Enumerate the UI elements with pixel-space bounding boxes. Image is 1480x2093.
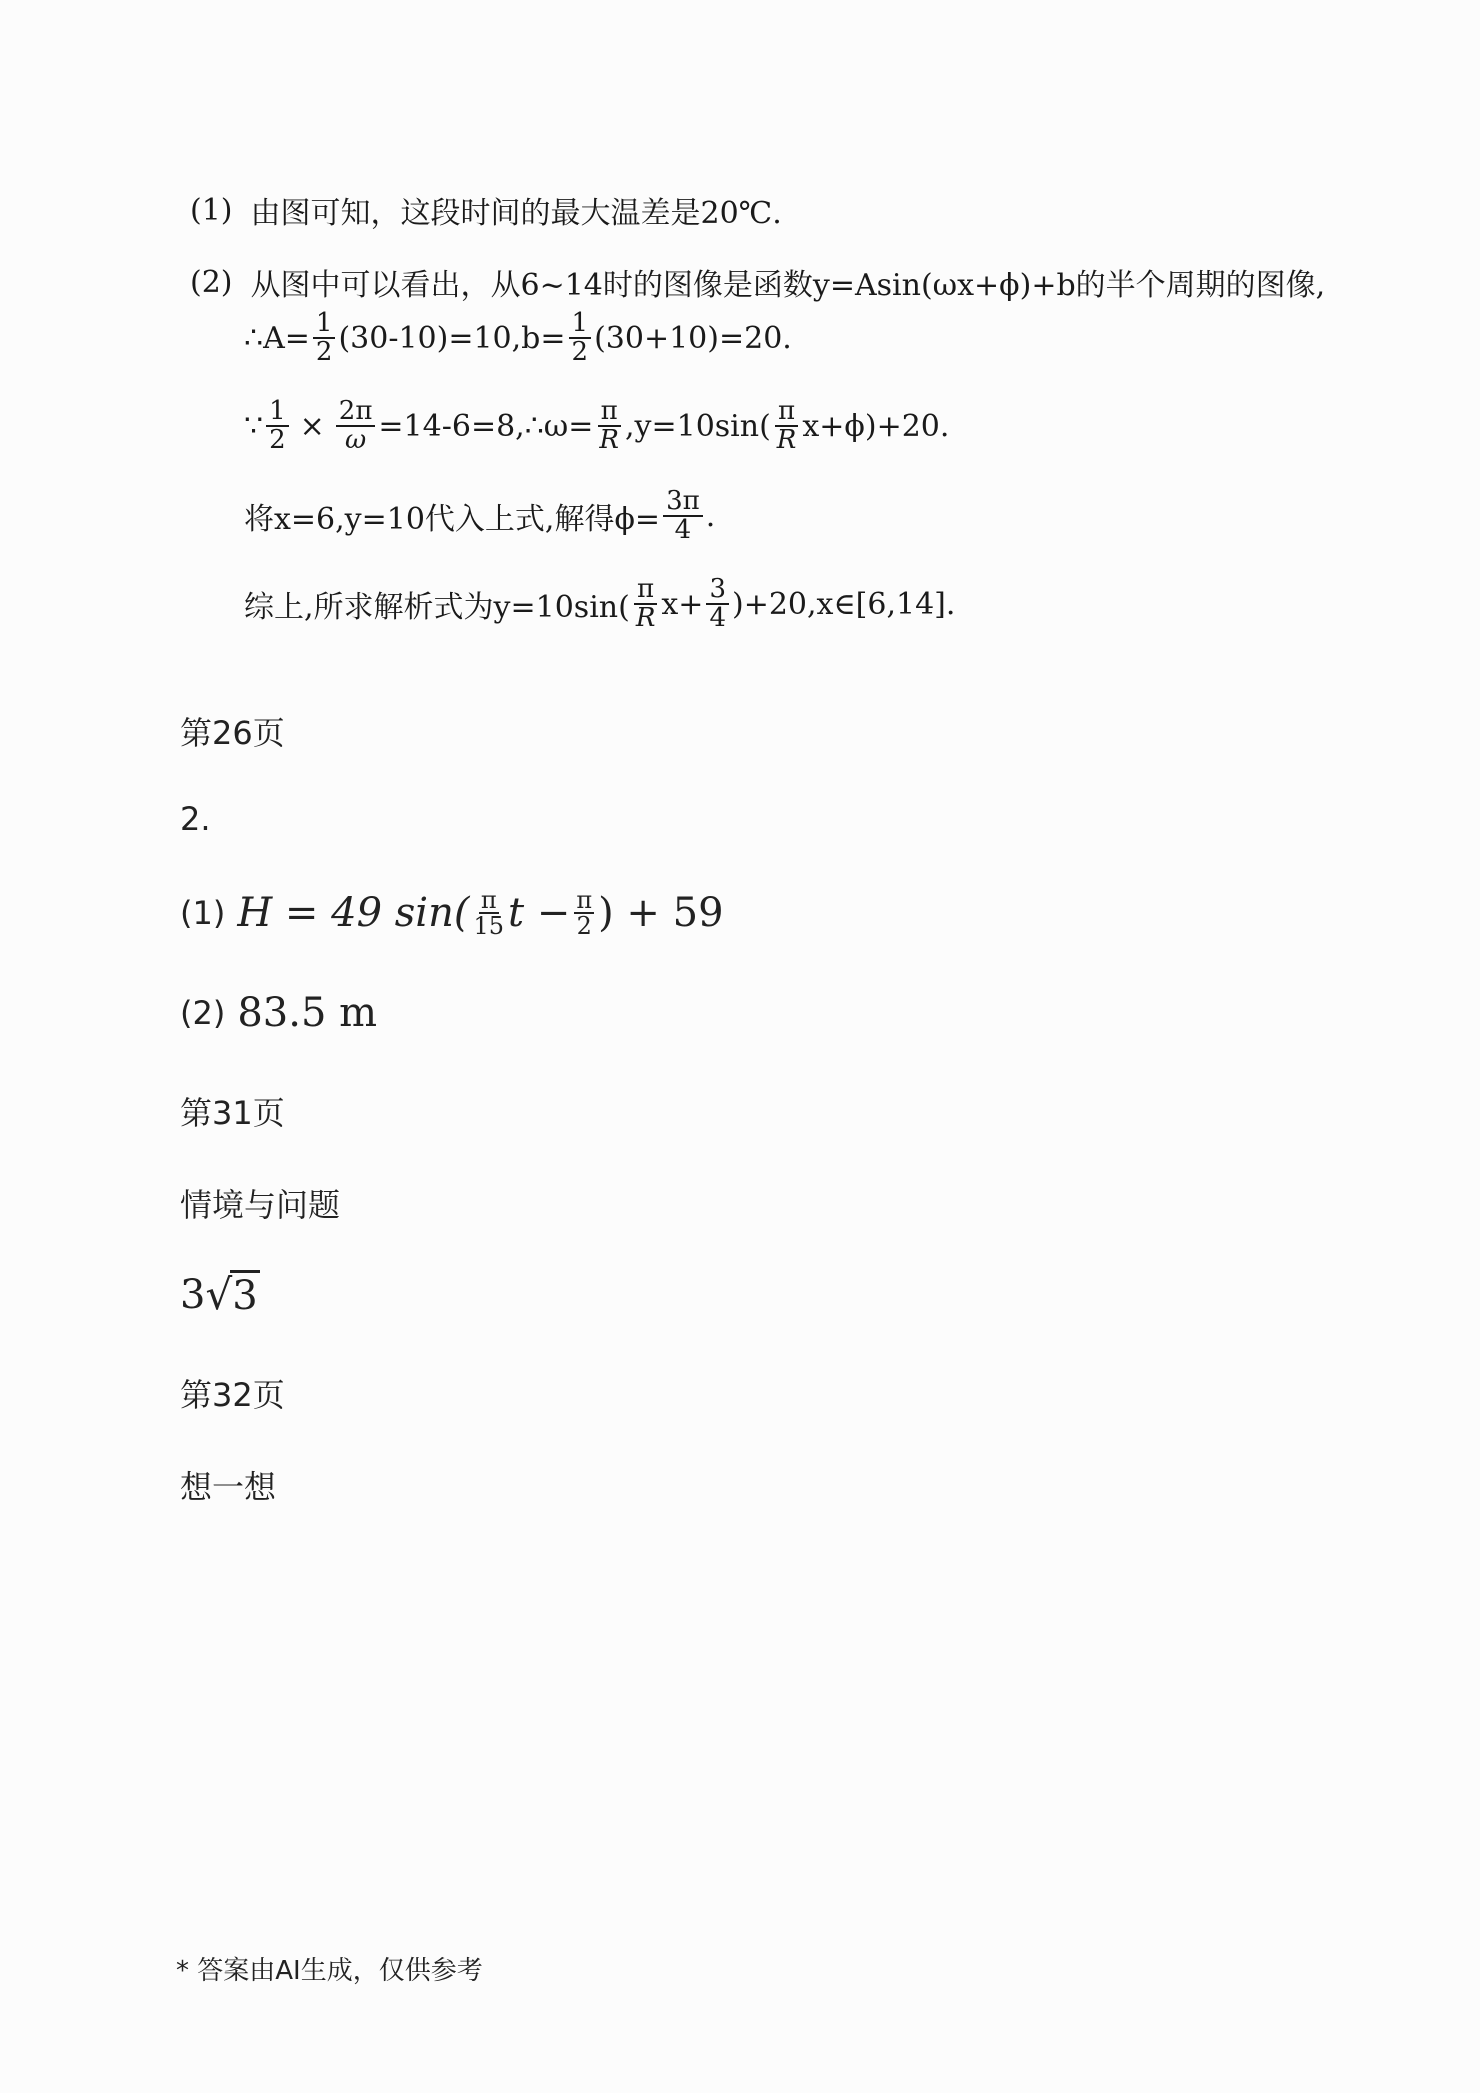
math-text: (30+10)=20.: [594, 320, 792, 356]
math-text: x+: [661, 586, 704, 622]
math-text: )+20,x∈[6,14].: [732, 586, 956, 622]
page-heading-32: 第32页: [180, 1376, 285, 1414]
math-text: ×: [299, 408, 325, 444]
math-text: (30-10)=10,b=: [338, 320, 566, 356]
solution-line-3: [244, 310, 792, 367]
solution-line-4: [244, 398, 949, 455]
radical-sign: √: [205, 1270, 233, 1319]
fraction: $\frac{3}{4}$: [706, 576, 729, 633]
section-title-situation: 情境与问题: [180, 1186, 341, 1224]
formula-text: t −: [508, 890, 571, 936]
radicand: 3: [230, 1270, 259, 1319]
line-text: 从图中可以看出，从6~14时的图像是函数y=Asin(ωx+ϕ)+b的半个周期的图像,: [250, 268, 1326, 303]
answer-2-1: [180, 888, 724, 938]
answer-label: (1): [180, 894, 226, 932]
formula-text: ) + 59: [598, 890, 724, 936]
sqrt-answer: [180, 1270, 260, 1319]
answer-2-2: [180, 990, 377, 1036]
solution-line-1: [190, 188, 782, 232]
question-number: 2.: [180, 800, 211, 838]
math-text: .: [705, 498, 716, 534]
formula-text: H = 49 sin(: [237, 890, 470, 936]
solution-line-5: [244, 488, 715, 545]
fraction: $\frac{2\pi}{\omega}$: [336, 398, 376, 455]
fraction: $\frac{1}{2}$: [266, 398, 289, 455]
sqrt-symbol: [205, 1270, 259, 1319]
math-text: ∴A=: [244, 320, 310, 356]
line-label: (1): [190, 192, 233, 228]
fraction: $\frac{1}{2}$: [569, 310, 592, 367]
math-text: 将x=6,y=10代入上式,解得ϕ=: [244, 502, 661, 538]
line-label: (2): [190, 264, 233, 300]
fraction: π 15: [473, 886, 505, 940]
math-text: x+ϕ)+20.: [802, 408, 950, 444]
solution-line-6: [244, 576, 955, 633]
line-text: 由图可知，这段时间的最大温差是20℃.: [250, 196, 782, 231]
fraction: $\frac{\pi}{R}$: [635, 574, 656, 634]
sqrt-coefficient: 3: [180, 1271, 206, 1318]
page-heading-26: 第26页: [180, 714, 285, 752]
math-text: =14-6=8,∴ω=: [378, 408, 594, 444]
fraction: $\frac{\pi}{R}$: [599, 396, 619, 456]
math-text: ∵: [244, 408, 264, 444]
math-text: 综上,所求解析式为y=10sin(: [244, 590, 630, 626]
fraction: $\frac{3\pi}{4}$: [663, 488, 703, 545]
answer-label: (2): [180, 994, 226, 1032]
fraction: $\frac{\pi}{2}$: [576, 886, 593, 940]
page-heading-31: 第31页: [180, 1094, 285, 1132]
solution-line-2: [190, 260, 1325, 304]
section-title-think: 想一想: [180, 1468, 277, 1506]
fraction: $\frac{\pi}{R}$: [776, 396, 797, 456]
math-text: ,y=10sin(: [624, 408, 771, 444]
fraction: $\frac{1}{2}$: [313, 310, 336, 367]
ai-disclaimer: * 答案由AI生成，仅供参考: [176, 1956, 483, 1986]
answer-value: 83.5 m: [237, 990, 378, 1036]
